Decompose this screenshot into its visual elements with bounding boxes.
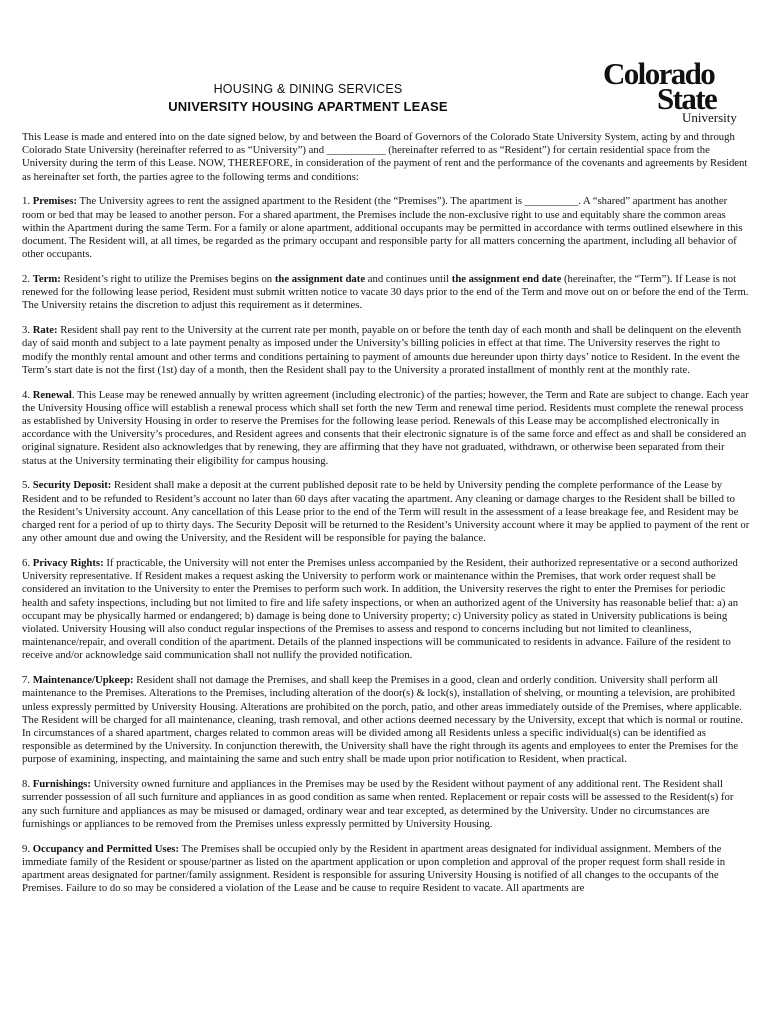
section-occupancy (22, 843, 750, 896)
section-text: Resident shall pay rent to the University at the current rate per month, payable on or before the tenth day of each month and shall be delinquent on the eleventh day of said month and subject to a late payment penalty as imposed under the University’s billing policies in effect at that time. The University reserves the right to modify the monthly rental amount and other terms and conditions pertaining to payment of amounts due hereunder upon thirty days’ notice to Resident. In the event the Term’s start date is not the first (1st) day of a month, then the Resident shall pay to the University a prorated installment of monthly rent at the monthly rate. (22, 324, 742, 376)
logo-line-colorado: Colorado (603, 56, 715, 91)
section-maintenance (22, 674, 750, 766)
intro-paragraph: This Lease is made and entered into on the date signed below, by and between the Board of Governors of the Colorado State University System, acting by and through Colorado State University (hereinafter referred to as “University”) and ___________ (hereinafter referred to as “Resident”) for certain residential space from the University during the term of this Lease. NOW, THEREFORE, in consideration of the payment of rent and the performance of the covenants and agreements by Resident as hereinafter set forth, the parties agree to the following terms and conditions: (22, 131, 748, 183)
section-number: 7. (22, 674, 33, 687)
section-number: 2. (22, 273, 33, 286)
assignment-date-term: the assignment date (274, 273, 366, 286)
section-heading: Term: (32, 273, 61, 286)
document-title: UNIVERSITY HOUSING APARTMENT LEASE (168, 99, 448, 114)
section-renewal (22, 389, 750, 468)
section-text: and continues until (365, 273, 452, 286)
section-number: 9. (22, 842, 33, 855)
section-number: 1. (22, 195, 33, 208)
section-heading: Maintenance/Upkeep: (32, 674, 134, 687)
section-text: . This Lease may be renewed annually by written agreement (including electronic) of the parties; however, the Term and Rate are subject to change. Each year the University Housing office will establish a renewal process which shall set forth the new Term and renewal time period. Residents must complete the renewal process as established by University Housing in order to reserve the Premises for the following lease period. Renewals of this Lease may be accomplished electronically in accordance with the University’s procedures, and Resident agrees and consents that their electronic signature is of the same force and effect as and shall be considered an original signature. Resident also acknowledges that by renewing, they are affirming that they have not graduated, withdrawn, or otherwise been separated from their status at the University terminating their eligibility for campus housing. (22, 388, 749, 467)
section-heading: Renewal (32, 388, 72, 401)
section-number: 3. (22, 324, 33, 337)
section-heading: Occupancy and Permitted Uses: (32, 842, 180, 855)
section-furnishings (22, 778, 750, 831)
section-text: Resident shall make a deposit at the current published deposit rate to be held by University pending the complete performance of the Lease by Resident and to be refunded to Resident’s account no later than 60 days after vacating the apartment. Any cleaning or damage charges to the Resident shall be billed to the Resident’s University account. Any cancellation of this Lease prior to the end of the Term will result in the assessment of a lease breakage fee, and Resident may be charged rent for a period of up to thirty days. The Security Deposit will be returned to the Resident’s University account where it may be applied to payment of the rent or any other amount due and owing the University, and the Resident will be responsible for paying the balance. (22, 479, 750, 545)
section-heading: Security Deposit: (32, 479, 112, 492)
logo-line-state: State (657, 81, 717, 116)
logo-line-university: University (682, 110, 737, 125)
section-heading: Furnishings: (32, 778, 91, 791)
section-heading: Premises: (32, 195, 78, 208)
section-privacy-rights (22, 557, 750, 663)
section-number: 5. (22, 479, 33, 492)
section-number: 6. (22, 557, 33, 570)
section-text: Resident shall not damage the Premises, and shall keep the Premises in a good, clean and orderly condition. University shall perform all maintenance to the Premises. Alterations to the Premises, including alteration of the door(s) & lock(s), installation of shelving, or mounting a television, are prohibited unless expressly permitted by University Housing. Alterations are prohibited on the porch, patio, and other areas immediately outside of the Premises, where applicable. The Resident will be charged for all maintenance, cleaning, trash removal, and other actions deemed necessary by the University, except that which is normal or routine. In circumstances of a shared apartment, charges related to common areas will be divided among all Residents unless a specific individual(s) can be identified as responsible as determined by the University. In conjunction therewith, the University shall have the right through its agents and employees to enter the Premises for the purpose of examining, inspecting, and maintaining the same and such entry shall be made upon prior notification to Resident, when practical. (22, 674, 743, 766)
section-text: The Premises shall be occupied only by the Resident in apartment areas designated for individual assignment. Members of the immediate family of the Resident or spouse/partner as listed on the apartment application or upon completion and approval of the proper request form shall reside in apartment areas designated for partner/family assignment. Resident is responsible for assuring University Housing is notified of all changes to the occupants of the Premises. Failure to do so may be considered a violation of the Lease and be cause to require Resident to vacate. All apartments are (22, 842, 726, 895)
section-text: If practicable, the University will not enter the Premises unless accompanied by the Resident, their authorized representative or a second authorized University representative. If Resident makes a request asking the University to perform work or maintenance within the Premises, that work order request shall be considered an invitation to the University to enter the Premises to perform such work. In addition, the University reserves the right to enter the Premises for periodic health and safety inspections, including but not limited to fire and life safety inspections, or when an authorized agent of the University has reasonable belief that: a) an occupant may be physically harmed or endangered; b) damage is being done to University property; c) University policy as stated in University publications is being violated. University Housing will also conduct regular inspections of the Premises to assess and respond to concerns including but not limited to cleanliness, maintenance/repair, and overall condition of the apartment. Details of the planned inspections will be communicated to residents in advance. Failure of the resident to receive and/or acknowledge said communication shall not nullify the provided notification. (22, 557, 739, 662)
section-term (22, 273, 750, 313)
lease-body (22, 131, 750, 907)
section-number: 4. (22, 388, 33, 401)
document-header (0, 82, 616, 114)
section-text: The University agrees to rent the assigned apartment to the Resident (the “Premises”). The apartment is __________. A “shared” apartment has another room or bed that may be leased to another person. For a shared apartment, the Premises include the non-exclusive right to use and equitably share the common areas within the Apartment during the same Term. For a family or alone apartment, additional occupants may be permitted in accordance with terms outlined elsewhere in this document. The Resident will, at all times, be regarded as the primary occupant and responsible party for all matters concerning the apartment, including all behavior of other occupants. (22, 195, 743, 261)
assignment-end-date-term: the assignment end date (451, 273, 562, 286)
section-number: 8. (22, 778, 33, 791)
section-text: Resident’s right to utilize the Premises begins on (60, 273, 275, 286)
section-text: (hereinafter, the “Term”). If Lease is not renewed for the following lease period, Resident must submit written notice to vacate 30 days prior to the end of the Term and move out on or before the end of the Term. The University retains the discretion to adjust this requirement as it determines. (22, 273, 749, 312)
section-rate (22, 324, 750, 377)
university-logo (600, 58, 750, 130)
section-security-deposit (22, 479, 750, 545)
section-text: University owned furniture and appliances in the Premises may be used by the Resident without payment of any additional rent. The Resident shall surrender possession of all such furniture and appliances in as good condition as same when rented. Replacement or repair costs will be assessed to the Resident(s) for any such furniture and appliances as may be misused or damaged, ordinary wear and tear excepted, as determined by the University. Under no circumstances are furnishings or appliances to be removed from the Premises unless expressly permitted by University Housing. (22, 778, 734, 830)
section-premises (22, 195, 750, 261)
section-heading: Rate: (32, 324, 58, 337)
section-heading: Privacy Rights: (32, 557, 104, 570)
department-name: HOUSING & DINING SERVICES (213, 82, 403, 96)
